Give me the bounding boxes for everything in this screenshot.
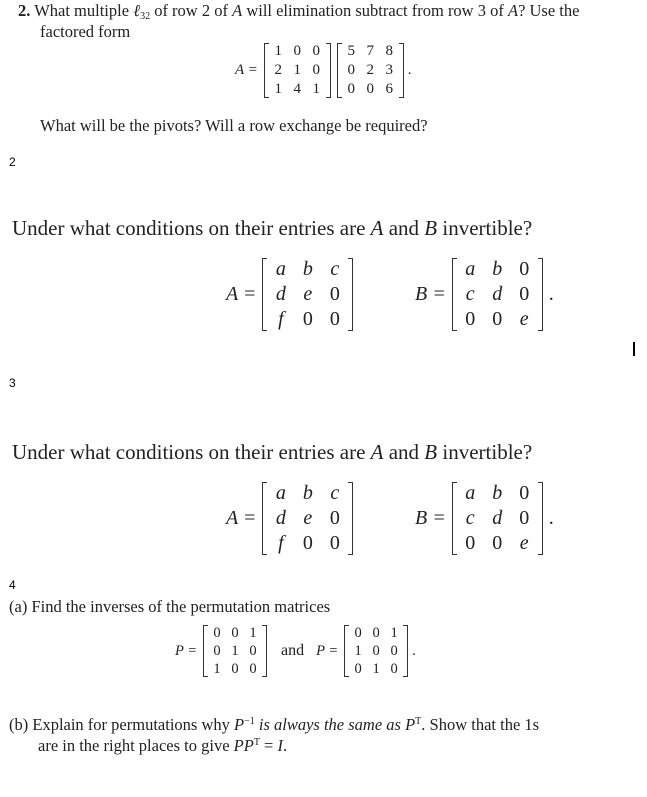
matrix-cell: 2 [274,62,283,78]
matrix-cell: 0 [249,661,257,677]
matrix-cell: 0 [492,308,503,330]
text: Under what conditions on their entries are [12,216,371,240]
var-A: A [370,440,384,464]
matrix-cell: 1 [213,661,221,677]
text: is always the same as [254,715,406,734]
text: . [282,736,288,755]
problem-2-line2: factored form [40,22,131,41]
problem-4-part-b-line2 [38,732,287,756]
period: . [548,507,554,529]
matrix-cell: 0 [465,308,476,330]
text: of row 2 of [150,1,233,20]
matrix-cell: 1 [312,81,321,97]
matrix-cell: 0 [213,625,221,641]
matrix-cell: c [465,283,475,305]
permutation-matrix-1 [203,624,267,678]
ell-subscript: 32 [140,11,151,22]
matrix-cell: 0 [492,532,503,554]
matrix-cell: 3 [385,62,394,78]
problem-number: 2. [18,1,31,20]
matrix-cell: b [492,258,503,280]
var-A: A [232,1,243,20]
equation-lhs: A = [226,507,257,529]
matrix-cell: 0 [213,643,221,659]
matrix-cell: 0 [329,532,340,554]
problem-4-part-a: (a) Find the inverses of the permutation matrices [9,597,331,616]
matrix-cell: 0 [329,507,340,529]
period: . [548,283,554,305]
period: . [412,643,416,659]
matrix-cell: 0 [372,625,380,641]
matrix-cell: a [465,482,476,504]
matrix-cell: 6 [385,81,394,97]
matrix-cell: 1 [390,625,398,641]
equation-lhs: A = [235,62,258,78]
matrix-A-equation-1 [226,257,353,332]
var-I: I [277,736,283,755]
matrix-cell: 8 [385,43,394,59]
matrix-cell: 1 [354,643,362,659]
label-2: 2 [9,155,16,169]
matrix-cell: 0 [302,532,313,554]
matrix-cell: 4 [293,81,302,97]
text: and [383,216,425,240]
matrix-cell: 0 [354,661,362,677]
equation-lhs: B = [415,507,446,529]
matrix-cell: 0 [231,625,239,641]
text: (b) Explain for permutations why [9,715,234,734]
equation-lhs: B = [415,283,446,305]
matrix-cell: 0 [519,283,530,305]
matrix-U [337,42,404,99]
text: are in the right places to give [38,736,234,755]
matrix-cell: 5 [347,43,356,59]
matrix-cell: 1 [274,43,283,59]
text: Under what conditions on their entries are [12,440,371,464]
matrix-cell: e [519,532,529,554]
label-4: 4 [9,578,16,592]
and-text: and [281,642,305,659]
equation-lhs: P = [316,643,339,659]
matrix-cell: 0 [519,258,530,280]
question-invertible-2 [12,440,532,465]
matrix-B-equation-1 [415,257,554,332]
permutation-matrix-2 [344,624,408,678]
matrix-cell: 0 [519,507,530,529]
matrix-cell: 0 [231,661,239,677]
matrix-cell: 0 [329,283,340,305]
period: . [407,62,412,78]
matrix-cell: d [492,507,503,529]
matrix-A [262,481,353,556]
transpose-exponent: T [415,716,422,727]
var-A: A [370,216,384,240]
text-cursor [633,342,635,356]
matrix-A [262,257,353,332]
text: . Show that the 1s [421,715,540,734]
var-PP: PP [233,736,254,755]
text: and [383,440,425,464]
matrix-cell: d [492,283,503,305]
var-P: P [405,715,416,734]
text: invertible? [437,216,533,240]
factored-form-equation [235,42,412,99]
matrix-cell: 0 [354,625,362,641]
matrix-cell: 0 [347,81,356,97]
matrix-cell: c [465,507,475,529]
matrix-B [452,481,543,556]
text: will elimination subtract from row 3 of [242,1,508,20]
equation-lhs: P = [175,643,198,659]
matrix-cell: 7 [366,43,375,59]
matrix-cell: 0 [293,43,302,59]
matrix-cell: 0 [347,62,356,78]
matrix-cell: 0 [329,308,340,330]
matrix-A-equation-2 [226,481,353,556]
var-B: B [424,216,438,240]
matrix-cell: 0 [372,643,380,659]
matrix-cell: 2 [366,62,375,78]
matrix-cell: 0 [465,532,476,554]
problem-2-line3: What will be the pivots? Will a row exchange be required? [40,116,428,135]
matrix-cell: a [275,482,286,504]
transpose-exponent: T [253,737,260,748]
var-B: B [424,440,438,464]
matrix-cell: d [275,283,286,305]
matrix-cell: 1 [274,81,283,97]
text: invertible? [437,440,533,464]
matrix-cell: c [330,258,340,280]
matrix-cell: 0 [390,643,398,659]
matrix-cell: 0 [312,43,321,59]
text: ? Use the [518,1,580,20]
matrix-cell: b [302,482,313,504]
matrix-cell: 1 [249,625,257,641]
matrix-cell: 0 [390,661,398,677]
matrix-cell: 0 [519,482,530,504]
permutation-equations [175,624,416,678]
label-3: 3 [9,376,16,390]
matrix-cell: b [492,482,503,504]
matrix-cell: e [303,283,313,305]
matrix-cell: e [519,308,529,330]
matrix-cell: 0 [249,643,257,659]
question-invertible-1 [12,216,532,241]
matrix-cell: 1 [293,62,302,78]
matrix-cell: 0 [366,81,375,97]
var-P: P [234,715,245,734]
matrix-cell: c [330,482,340,504]
matrix-B-equation-2 [415,481,554,556]
text: = [259,736,278,755]
matrix-cell: 1 [372,661,380,677]
matrix-cell: b [302,258,313,280]
matrix-cell: a [465,258,476,280]
matrix-cell: f [278,308,284,330]
matrix-cell: f [278,532,284,554]
matrix-cell: 1 [231,643,239,659]
inverse-exponent: −1 [244,716,255,727]
text: What multiple [34,1,134,20]
matrix-cell: d [275,507,286,529]
var-A: A [507,1,519,20]
matrix-cell: 0 [302,308,313,330]
matrix-cell: 0 [312,62,321,78]
equation-lhs: A = [226,283,257,305]
matrix-cell: e [303,507,313,529]
matrix-cell: a [275,258,286,280]
matrix-B [452,257,543,332]
matrix-L [264,42,331,99]
ell-symbol: ℓ [133,1,141,20]
